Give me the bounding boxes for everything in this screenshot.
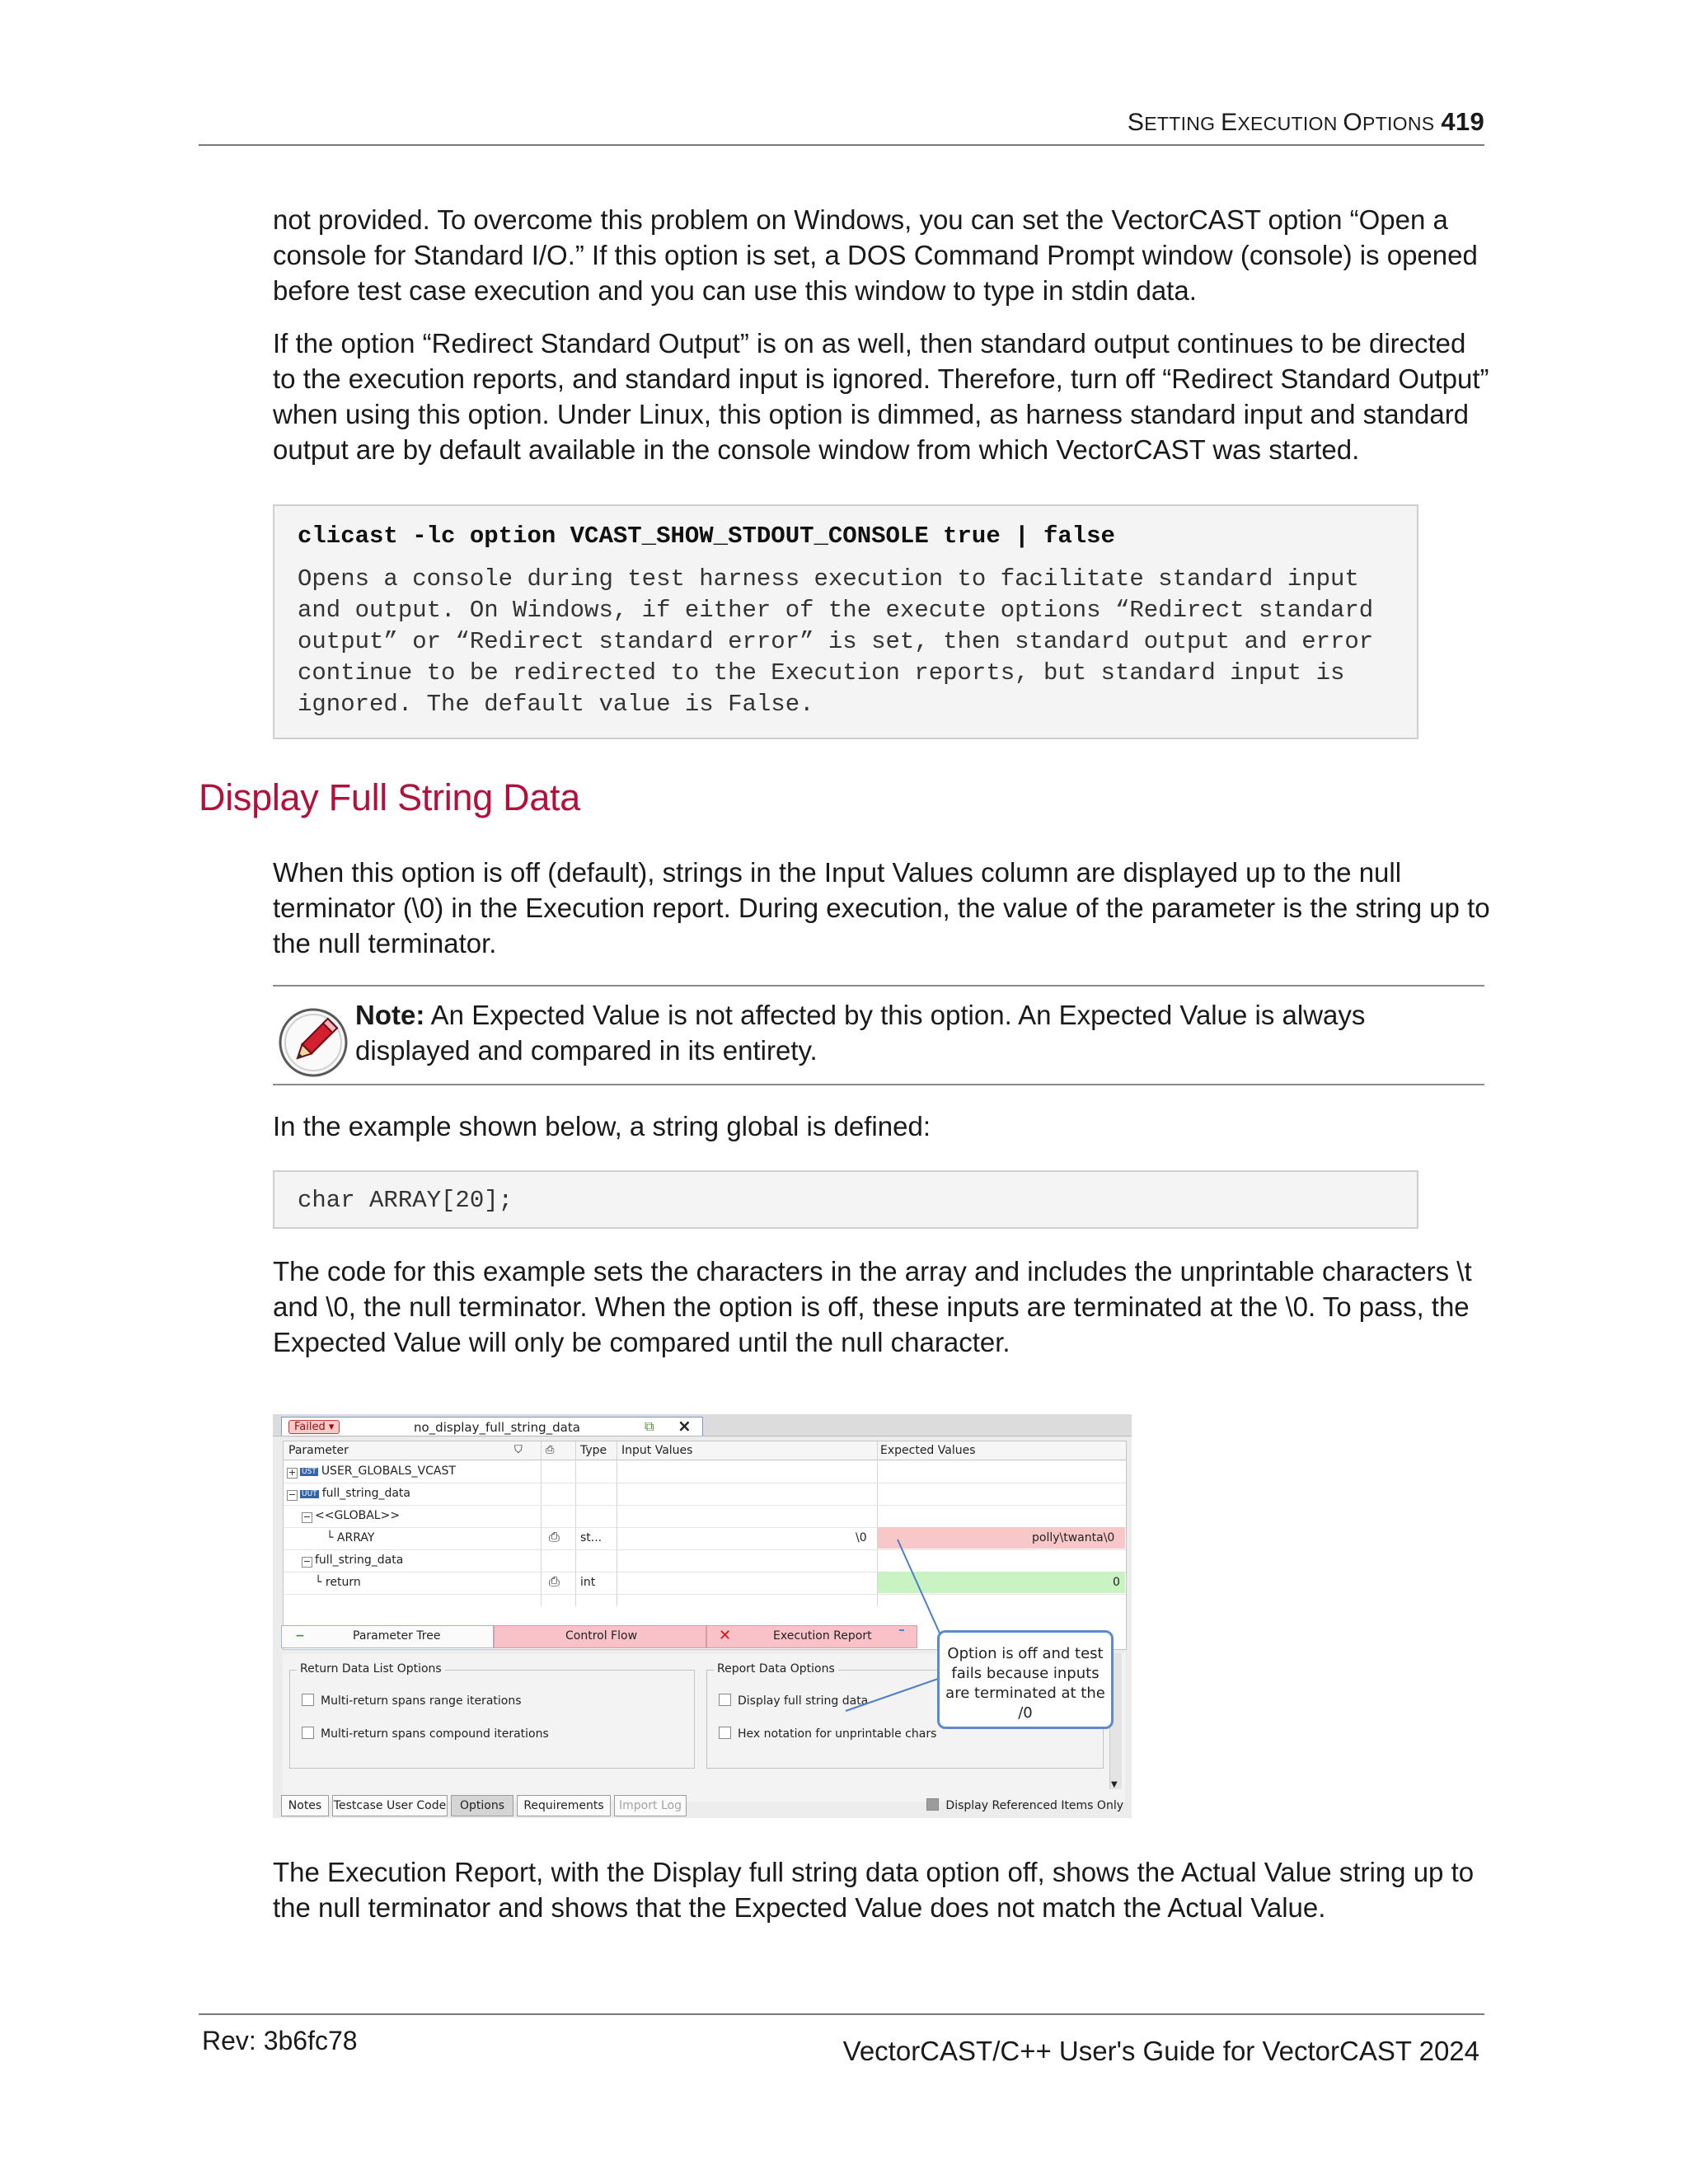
print-icon[interactable]: ⎙ <box>546 1444 555 1456</box>
uut-badge: UUT <box>302 1490 317 1498</box>
callout-pointers <box>273 1414 1132 1818</box>
col-type[interactable]: Type <box>580 1444 607 1457</box>
row-label: USER_GLOBALS_VCAST <box>321 1465 456 1478</box>
callout-pointer <box>846 1678 940 1711</box>
header-title-cap: S <box>1127 109 1145 136</box>
option-label: Multi-return spans compound iterations <box>321 1727 549 1741</box>
header-title-rest: PTIONS <box>1362 113 1435 134</box>
row-label-text: return <box>325 1576 361 1589</box>
header-title-cap: E <box>1221 109 1238 136</box>
footer-guide-title: VectorCAST/C++ User's Guide for VectorCAST 2024 <box>842 2036 1479 2066</box>
option-label: Hex notation for unprintable chars <box>738 1727 937 1741</box>
expand-icon[interactable]: + <box>288 1467 297 1478</box>
paragraph-option-off: When this option is off (default), strings in the Input Values column are displayed up to the null terminator (\0) in the Execution report. During execution, the value of the parameter is the string up to the null terminator. <box>273 857 1490 958</box>
code-array-declaration: char ARRAY[20]; <box>298 1187 513 1214</box>
tab-testcase-user-code[interactable]: Testcase User Code <box>332 1795 448 1816</box>
header-title-rest: ETTING <box>1144 113 1221 134</box>
footer-rule <box>199 2013 1484 2015</box>
failed-status-badge[interactable]: Failed ▾ <box>288 1420 340 1434</box>
note-label: Note: <box>355 1000 425 1030</box>
collapse-icon[interactable]: − <box>288 1489 297 1500</box>
row-label: └ ARRAY <box>326 1531 375 1544</box>
header-rule <box>199 144 1484 146</box>
paragraph-code-explanation: The code for this example sets the characters in the array and includes the unprintable characters \t and \0, the null terminator. When the option is off, these inputs are terminated at the \0. To pass, the Expected Value will only be compared until the null character. <box>273 1256 1472 1357</box>
tab-options[interactable]: Options <box>451 1795 513 1816</box>
paragraph-execution-report: The Execution Report, with the Display full string data option off, shows the Actual Value string up to the null terminator and shows that the Expected Value does not match the Actual Value. <box>273 1857 1475 1923</box>
tab-label: Execution Report <box>773 1629 872 1643</box>
row-label: full_string_data <box>315 1554 404 1567</box>
col-input-values[interactable]: Input Values <box>621 1444 693 1457</box>
col-expected-values[interactable]: Expected Values <box>880 1444 976 1457</box>
collapse-icon[interactable]: − <box>302 1511 312 1522</box>
error-x-icon: ✕ <box>719 1627 732 1644</box>
section-heading: Display Full String Data <box>199 776 580 818</box>
note-bottom-rule <box>273 1084 1484 1085</box>
running-header <box>1128 107 1484 137</box>
checkbox[interactable] <box>926 1798 939 1811</box>
failed-label: Failed <box>294 1421 326 1433</box>
code-command: clicast -lc option VCAST_SHOW_STDOUT_CONSOLE true | false <box>298 523 1115 550</box>
header-title-rest: XECUTION <box>1237 113 1343 134</box>
row-type: int <box>580 1576 596 1589</box>
pencil-note-icon <box>278 1007 349 1078</box>
print-icon[interactable]: ⎙ <box>549 1529 560 1544</box>
group-title: Report Data Options <box>714 1662 838 1675</box>
display-referenced-label: Display Referenced Items Only <box>945 1799 1123 1812</box>
row-label: full_string_data <box>321 1487 410 1500</box>
minus-icon: − <box>295 1629 305 1643</box>
note-body: An Expected Value is not affected by this option. An Expected Value is always displayed and compared in its entirety. <box>355 1000 1366 1066</box>
code-description: Opens a console during test harness execution to facilitate standard input and output. On Windows, if either of the execute options “Redirect standard output” or “Redirect standard error” is set, then standard output and error continue to be redirected to the Execution reports, but standard input is ignored. The default value is False. <box>298 565 1374 718</box>
row-label: └ return <box>315 1576 361 1589</box>
tab-requirements[interactable]: Requirements <box>517 1795 611 1816</box>
chevron-down-icon[interactable]: ▼ <box>1111 1780 1118 1789</box>
bottom-tabbar <box>281 1795 1130 1816</box>
group-title: Return Data List Options <box>297 1662 445 1675</box>
header-title-cap: O <box>1343 109 1362 136</box>
filter-icon[interactable]: ⛉ <box>514 1444 523 1456</box>
tab-label: Parameter Tree <box>353 1629 441 1643</box>
row-label-text: ARRAY <box>336 1531 375 1544</box>
col-parameter[interactable]: Parameter <box>288 1444 349 1457</box>
note-text <box>355 997 1484 1068</box>
row-label: <<GLOBAL>> <box>315 1509 401 1522</box>
tab-notes[interactable]: Notes <box>281 1795 329 1816</box>
collapse-icon[interactable]: − <box>302 1556 312 1567</box>
print-icon[interactable]: ⎙ <box>549 1573 560 1589</box>
paragraph-redirect: If the option “Redirect Standard Output” is on as well, then standard output continues to be directed to the execution reports, and standard input is ignored. Therefore, turn off “Redirect Standard Output” when using this option. Under Linux, this option is dimmed, as harness standard input and standard output are by default available in the console window from which VectorCAST was started. <box>273 328 1489 465</box>
footer-revision: Rev: 3b6fc78 <box>202 2026 358 2055</box>
row-type: st... <box>580 1531 603 1544</box>
code-block-clicast <box>273 504 1418 739</box>
close-icon[interactable]: × <box>678 1416 692 1436</box>
option-label: Multi-return spans range iterations <box>321 1694 522 1708</box>
note-top-rule <box>273 985 1484 987</box>
tab-label: Control Flow <box>565 1629 638 1643</box>
tab-import-log[interactable]: Import Log <box>614 1795 687 1816</box>
paragraph-console-intro: not provided. To overcome this problem on Windows, you can set the VectorCAST option “Open a console for Standard I/O.” If this option is set, a DOS Command Prompt window (console) is opened before test case execution and you can use this window to type in stdin data. <box>273 204 1478 306</box>
row-expected[interactable]: 0 <box>1113 1576 1120 1589</box>
display-referenced-toggle[interactable] <box>926 1798 1123 1812</box>
callout-annotation: Option is off and test fails because inputs are terminated at the /0 <box>937 1630 1114 1729</box>
row-expected[interactable]: polly\twanta\0 <box>1032 1531 1115 1544</box>
detach-icon[interactable]: ⧉ <box>645 1418 654 1434</box>
testcase-tab-title: no_display_full_string_data <box>414 1420 580 1435</box>
vectorcast-screenshot <box>273 1414 1132 1818</box>
code-block-array <box>273 1170 1418 1229</box>
ust-badge: UST <box>302 1468 316 1476</box>
paragraph-example: In the example shown below, a string global is defined: <box>273 1111 931 1141</box>
page-number: 419 <box>1441 107 1484 136</box>
row-input[interactable]: \0 <box>856 1531 867 1544</box>
option-label: Display full string data <box>738 1694 869 1708</box>
